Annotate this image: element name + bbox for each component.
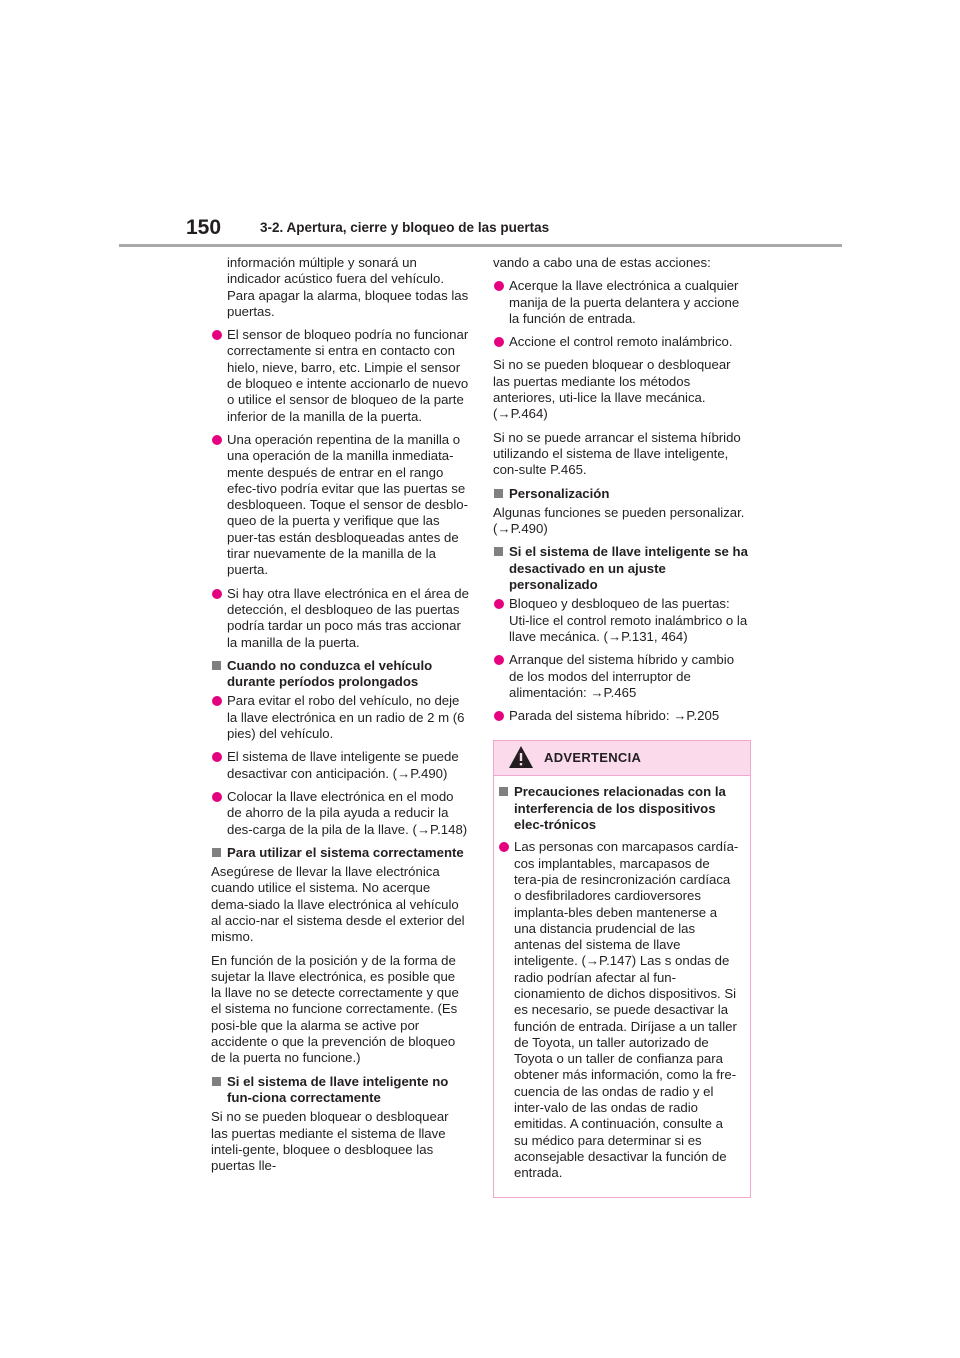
warning-box — [493, 740, 751, 1197]
heading-text: Si el sistema de llave inteligente se ha desactivado en un ajuste personalizado — [509, 544, 748, 593]
warning-body — [494, 776, 750, 1181]
heading-square-icon — [499, 787, 508, 796]
bullet-item — [211, 327, 469, 425]
bullet-text: Bloqueo y desbloqueo de las puertas: Uti-lice el control remoto inalámbrico o la llave mecánica. (→P.131, 464) — [509, 596, 748, 644]
bullet-text: Colocar la llave electrónica en el modo de ahorro de la pila ayuda a reducir la des-carga de la pila de la llave. (→P.148) — [227, 788, 468, 837]
warning-title: ADVERTENCIA — [544, 750, 642, 766]
bullet-text: El sistema de llave inteligente se puede desactivar con anticipación. (→P.490) — [227, 749, 459, 781]
warning-header — [494, 741, 750, 776]
heading-text: Cuando no conduzca el vehículo durante períodos prolongados — [227, 657, 433, 690]
bullet-dot-icon — [212, 696, 222, 706]
page-header — [186, 214, 842, 246]
bullet-text: Para evitar el robo del vehículo, no deje la llave electrónica en un radio de 2 m (6 pies) del vehículo. — [227, 693, 465, 742]
bullet-text: Arranque del sistema híbrido y cambio de los modos del interruptor de alimentación: →P.465 — [509, 652, 735, 700]
page-number: 150 — [186, 216, 222, 239]
paragraph: Si no se pueden bloquear o desbloquear las puertas mediante el sistema de llave inteli-gente, bloquee o desbloquee las puertas lle- — [211, 1109, 449, 1174]
right-column — [493, 255, 751, 1198]
heading-text: Precauciones relacionadas con la interferencia de los dispositivos elec-trónicos — [514, 784, 726, 833]
bullet-text: Una operación repentina de la manilla o una operación de la manilla inmediata-mente después de entrar en el rango efec-tivo podría evitar que las puertas se desbloqueen. Toque el sensor de desblo-queo de la puerta y verifique que las puer-tas están desbloqueadas antes de tirar nuevamente de la manilla de la puerta. — [227, 431, 468, 578]
bullet-text: Acerque la llave electrónica a cualquier manija de la puerta delantera y accione la función de entrada. — [509, 278, 740, 326]
section-heading — [211, 1074, 469, 1107]
bullet-item — [493, 334, 751, 350]
bullet-text: Parada del sistema híbrido: →P.205 — [509, 708, 720, 724]
bullet-dot-icon — [494, 337, 504, 347]
bullet-item — [493, 652, 751, 701]
section-title: 3-2. Apertura, cierre y bloqueo de las puertas — [260, 220, 550, 235]
warning-heading — [498, 784, 740, 833]
bullet-dot-icon — [212, 435, 222, 445]
warning-bullet — [498, 839, 740, 1181]
section-heading — [211, 845, 469, 861]
bullet-dot-icon — [212, 330, 222, 340]
heading-square-icon — [212, 848, 221, 857]
paragraph: Si no se puede arrancar el sistema híbrido utilizando el sistema de llave inteligente, con-sulte P.465. — [493, 429, 741, 478]
section-heading — [211, 658, 469, 691]
bullet-dot-icon — [212, 589, 222, 599]
bullet-text: El sensor de bloqueo podría no funcionar correctamente si entra en contacto con hielo, nieve, barro, etc. Limpie el sensor de bloqueo e intente accionarlo de nuevo o utilice el sensor de bloqueo de la parte inferior de la manilla de la puerta. — [227, 327, 469, 424]
left-column — [211, 255, 469, 1181]
bullet-item — [211, 586, 469, 651]
heading-text: Personalización — [509, 485, 610, 501]
bullet-item — [211, 789, 469, 838]
bullet-text: Accione el control remoto inalámbrico. — [509, 334, 733, 350]
paragraph: información múltiple y sonará un indicador acústico fuera del vehículo. Para apagar la alarma, bloquee todas las puertas. — [227, 255, 469, 319]
paragraph: vando a cabo una de estas acciones: — [493, 255, 711, 270]
bullet-dot-icon — [499, 842, 509, 852]
bullet-dot-icon — [494, 281, 504, 291]
paragraph: Asegúrese de llevar la llave electrónica cuando utilice el sistema. No acerque dema-siado la llave electrónica al vehículo al accio-nar el sistema desde el exterior del mismo. — [211, 864, 465, 945]
bullet-dot-icon — [494, 711, 504, 721]
heading-text: Para utilizar el sistema correctamente — [227, 844, 464, 860]
heading-square-icon — [494, 489, 503, 498]
paragraph: Si no se pueden bloquear o desbloquear las puertas mediante los métodos anteriores, uti-lice la llave mecánica. (→P.464) — [493, 357, 731, 422]
bullet-item — [493, 596, 751, 645]
bullet-dot-icon — [212, 792, 222, 802]
bullet-item — [493, 708, 751, 724]
bullet-item — [493, 278, 751, 327]
bullet-text: Las personas con marcapasos cardía-cos implantables, marcapasos de tera-pia de resincronización cardíaca o desfibriladores cardioversores implanta-bles deben mantenerse a una distancia prudencial de las antenas del sistema de llave inteligente. (→P.147) Las s ondas de radio podrían afectar al fun-cionamiento de dichos dispositivos. Si es necesario, se puede desactivar la función de entrada. Diríjase a un taller de Toyota, un taller autorizado de Toyota o un taller de confianza para obtener más información, como la fre-cuencia de las ondas de radio y el inter-valo de las ondas de radio emitidas. A continuación, consulte a su médico para determinar si es aconsejable desactivar la función de entrada. — [514, 839, 739, 1181]
bullet-item — [211, 749, 469, 782]
section-heading — [493, 486, 751, 502]
heading-text: Si el sistema de llave inteligente no fun-ciona correctamente — [227, 1073, 449, 1105]
header-divider — [119, 244, 842, 247]
paragraph: En función de la posición y de la forma de sujetar la llave electrónica, es posible que la llave no se detecte correctamente y que el sistema no funcione correctamente. (Es posi-ble que la alarma se active por accidente o que la prevención de bloqueo de la puerta no funcione.) — [211, 952, 459, 1066]
paragraph: Algunas funciones se pueden personalizar. (→P.490) — [493, 504, 745, 537]
bullet-item — [211, 693, 469, 742]
heading-square-icon — [212, 1077, 221, 1086]
heading-square-icon — [212, 661, 221, 670]
heading-square-icon — [494, 547, 503, 556]
bullet-dot-icon — [494, 655, 504, 665]
section-heading — [493, 544, 751, 593]
bullet-item — [211, 432, 469, 579]
bullet-text: Si hay otra llave electrónica en el área de detección, el desbloqueo de las puertas podría tardar un poco más tras accionar la manilla de la puerta. — [227, 585, 469, 650]
bullet-dot-icon — [212, 752, 222, 762]
warning-triangle-icon — [508, 745, 534, 769]
bullet-dot-icon — [494, 599, 504, 609]
